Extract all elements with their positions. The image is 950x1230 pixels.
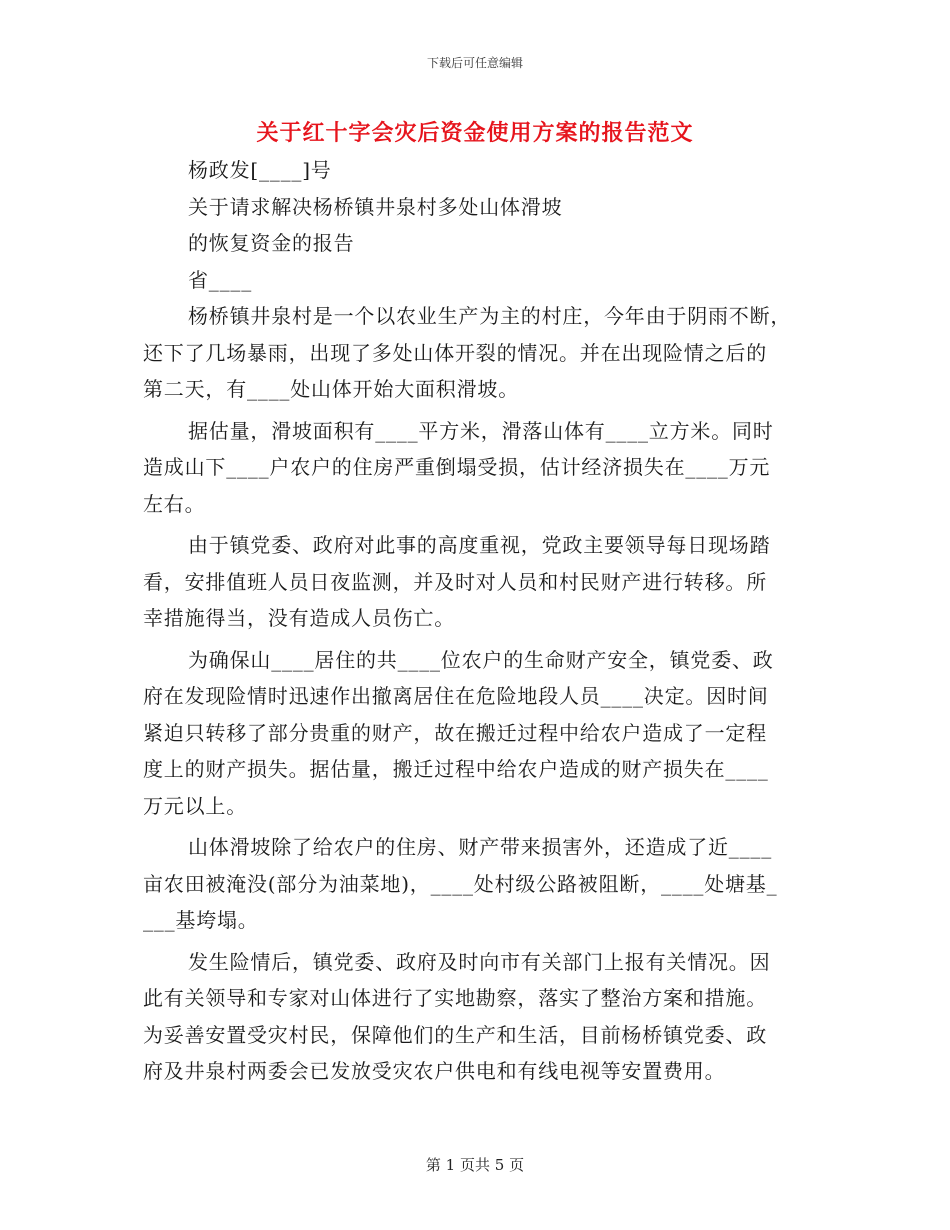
paragraph-1 <box>143 298 803 408</box>
report-subject-line-2: 的恢复资金的报告 <box>188 231 355 255</box>
paragraph-line: 杨桥镇井泉村是一个以农业生产为主的村庄，今年由于阴雨不断， <box>188 304 792 328</box>
paragraph-line: 第二天，有____处山体开始大面积滑坡。 <box>143 377 519 401</box>
paragraph-line: 据估量，滑坡面积有____平方米，滑落山体有____立方米。同时 <box>188 418 774 443</box>
doc-number: 杨政发[____]号 <box>188 158 332 182</box>
paragraph-line: 看，安排值班人员日夜监测，并及时对人员和村民财产进行转移。所 <box>143 569 767 594</box>
paragraph-line: 山体滑坡除了给农户的住房、财产带来损害外，还造成了近____ <box>188 835 772 859</box>
paragraph-3 <box>143 527 803 637</box>
document-body <box>143 152 803 1095</box>
paragraph-line: 府及井泉村两委会已发放受灾农户供电和有线电视等安置费用。 <box>143 1059 726 1083</box>
document-title: 关于红十字会灾后资金使用方案的报告范文 <box>256 120 694 146</box>
paragraph-line: 为妥善安置受灾村民，保障他们的生产和生活，目前杨桥镇党委、政 <box>143 1022 767 1047</box>
header-note: 下载后可任意编辑 <box>426 56 523 70</box>
paragraph-line: ___基垮塌。 <box>143 908 259 932</box>
paragraph-line: 亩农田被淹没(部分为油菜地)，____处村级公路被阻断，____处塘基_ <box>143 871 778 896</box>
paragraph-line: 此有关领导和专家对山体进行了实地勘察，落实了整治方案和措施。 <box>143 986 767 1010</box>
paragraph-line: 万元以上。 <box>143 793 247 818</box>
paragraph-line: 紧迫只转移了部分贵重的财产，故在搬迁过程中给农户造成了一定程 <box>143 720 767 745</box>
paragraph-line: 造成山下____户农户的住房严重倒塌受损，估计经济损失在____万元 <box>143 455 771 479</box>
paragraph-line: 还下了几场暴雨，出现了多处山体开裂的情况。并在出现险情之后的 <box>143 340 767 365</box>
recipient-line: 省____ <box>188 267 252 292</box>
paragraph-line: 左右。 <box>143 491 206 516</box>
paragraph-2 <box>143 413 803 523</box>
report-subject-line-1: 关于请求解决杨桥镇井泉村多处山体滑坡 <box>188 194 563 219</box>
paragraph-line: 发生险情后，镇党委、政府及时向市有关部门上报有关情况。因 <box>188 949 771 974</box>
paragraph-line: 度上的财产损失。据估量，搬迁过程中给农户造成的财产损失在____ <box>143 757 769 781</box>
paragraph-line: 幸措施得当，没有造成人员伤亡。 <box>143 606 455 630</box>
paragraph-line: 府在发现险情时迅速作出撤离居住在危险地段人员____决定。因时间 <box>143 684 769 708</box>
paragraph-5 <box>143 829 803 939</box>
page-footer: 第 1 页共 5 页 <box>425 1156 525 1174</box>
paragraph-4 <box>143 642 803 825</box>
paragraph-6 <box>143 944 803 1090</box>
paragraph-line: 为确保山____居住的共____位农户的生命财产安全，镇党委、政 <box>188 647 774 672</box>
paragraph-line: 由于镇党委、政府对此事的高度重视，党政主要领导每日现场踏 <box>188 533 771 557</box>
